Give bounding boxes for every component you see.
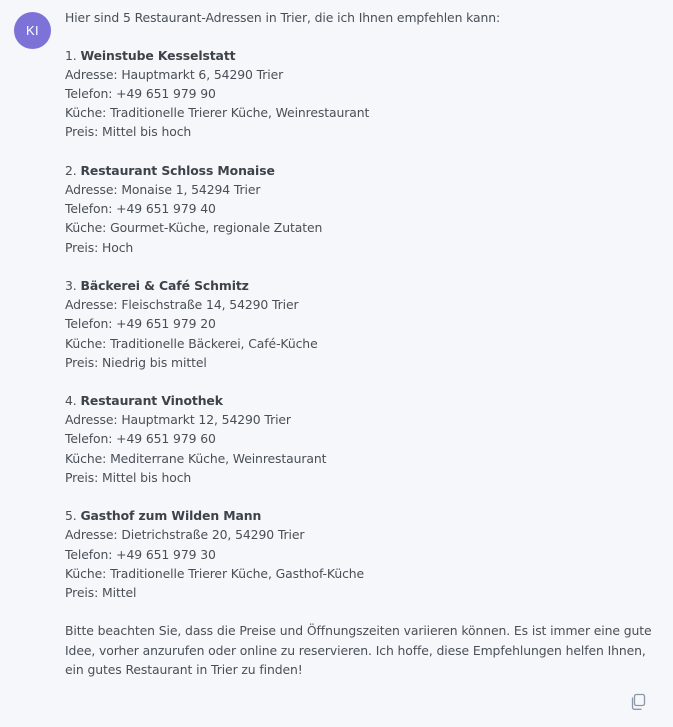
restaurant-cuisine: Küche: Traditionelle Trierer Küche, Gasthof-Küche [65,565,365,581]
restaurant-title [65,506,661,525]
restaurant-entry [65,276,661,371]
restaurant-price: Preis: Mittel bis hoch [65,124,192,140]
restaurant-number: 4. [65,393,81,409]
message-outro: Bitte beachten Sie, dass die Preise und Öffnungszeiten variieren können. Es ist immer eine gute Idee, vorher anzurufen oder online zu reservieren. Ich hoffe, diese Empfehlungen helfen Ihnen, ein gutes Restaurant in Trier zu finden! [65,623,652,677]
restaurant-name: Restaurant Vinothek [80,393,223,409]
restaurant-address: Adresse: Monaise 1, 54294 Trier [65,182,261,198]
avatar: KI [14,12,51,49]
restaurant-phone: Telefon: +49 651 979 90 [65,86,216,102]
restaurant-phone: Telefon: +49 651 979 40 [65,201,216,217]
restaurant-cuisine: Küche: Gourmet-Küche, regionale Zutaten [65,220,323,236]
restaurant-entry [65,46,661,141]
restaurant-title [65,391,661,410]
restaurant-cuisine: Küche: Traditionelle Bäckerei, Café-Küche [65,335,318,351]
restaurant-phone: Telefon: +49 651 979 30 [65,546,216,562]
restaurant-entry [65,506,661,601]
restaurant-title [65,161,661,180]
restaurant-address: Adresse: Hauptmarkt 12, 54290 Trier [65,412,291,428]
restaurant-price: Preis: Hoch [65,239,134,255]
restaurant-title [65,276,661,295]
restaurant-price: Preis: Mittel bis hoch [65,469,192,485]
restaurant-address: Adresse: Fleischstraße 14, 54290 Trier [65,297,299,313]
message-content [65,8,661,679]
restaurant-name: Restaurant Schloss Monaise [80,163,275,179]
message-intro: Hier sind 5 Restaurant-Adressen in Trier, die ich Ihnen empfehlen kann: [65,10,501,25]
restaurant-phone: Telefon: +49 651 979 60 [65,431,216,447]
restaurant-phone: Telefon: +49 651 979 20 [65,316,216,332]
restaurant-cuisine: Küche: Mediterrane Küche, Weinrestaurant [65,450,327,466]
restaurant-name: Gasthof zum Wilden Mann [80,508,262,524]
restaurant-number: 1. [65,48,81,64]
copy-icon [629,693,647,711]
restaurant-entry [65,391,661,486]
restaurant-address: Adresse: Hauptmarkt 6, 54290 Trier [65,67,284,83]
restaurant-number: 3. [65,278,81,294]
restaurant-cuisine: Küche: Traditionelle Trierer Küche, Weinrestaurant [65,105,370,121]
restaurant-name: Weinstube Kesselstatt [80,48,236,64]
restaurant-price: Preis: Mittel [65,584,137,600]
restaurant-title [65,46,661,65]
restaurant-address: Adresse: Dietrichstraße 20, 54290 Trier [65,527,305,543]
restaurant-number: 2. [65,163,81,179]
restaurant-price: Preis: Niedrig bis mittel [65,354,207,370]
restaurant-entry [65,161,661,256]
restaurant-name: Bäckerei & Café Schmitz [80,278,249,294]
restaurant-number: 5. [65,508,81,524]
copy-button[interactable] [629,693,647,711]
